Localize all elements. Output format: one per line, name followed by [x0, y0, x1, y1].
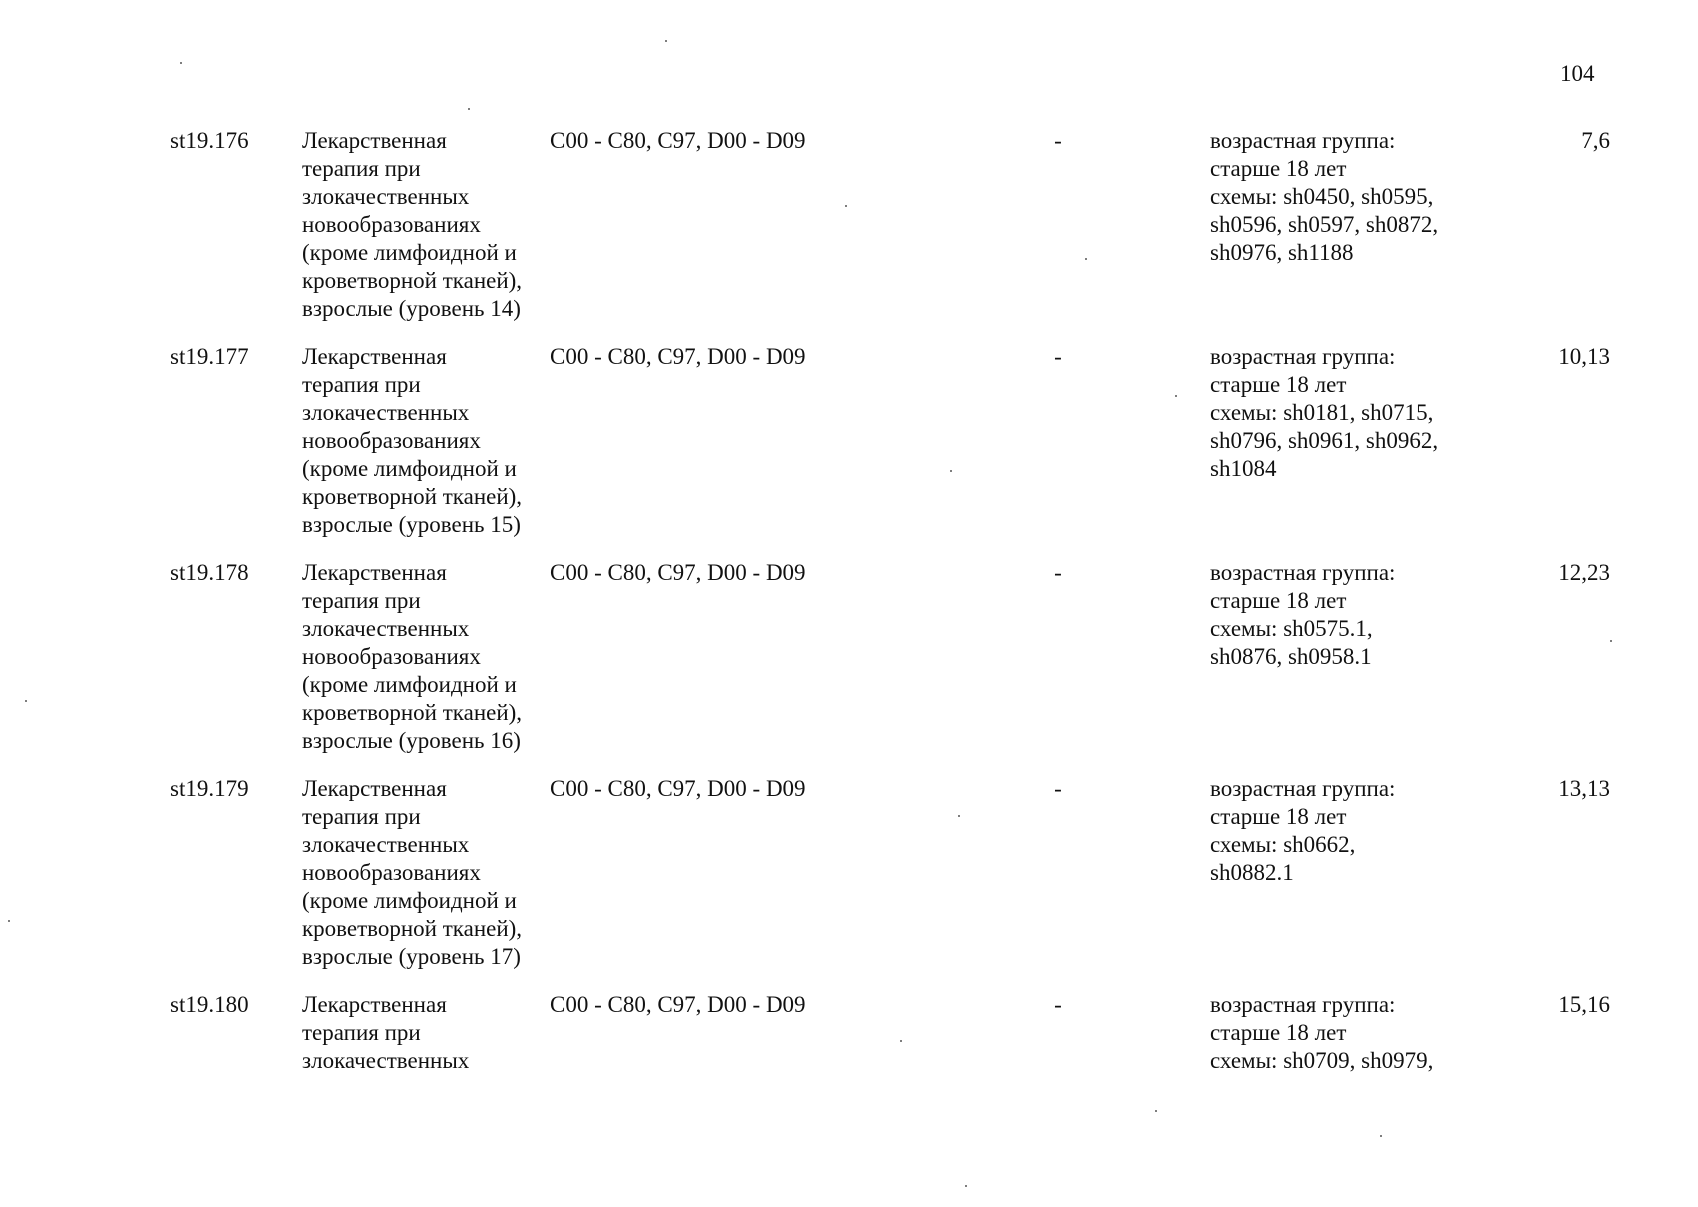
procedure-code: - [1054, 776, 1062, 801]
ksg-code: st19.177 [170, 344, 249, 369]
procedure-code: - [1054, 344, 1062, 369]
name-line: кроветворной тканей), [302, 484, 523, 509]
criteria-line: старше 18 лет [1210, 588, 1347, 613]
name-line: новообразованиях [302, 212, 481, 237]
criteria-line: возрастная группа: [1210, 128, 1396, 153]
name-line: злокачественных [302, 616, 470, 641]
procedure-code: - [1054, 560, 1062, 585]
table-row [170, 127, 1610, 343]
name-line: Лекарственная [302, 776, 447, 801]
name-line: взрослые (уровень 16) [302, 728, 521, 753]
coefficient: 15,16 [1558, 992, 1610, 1017]
name-line: терапия при [302, 156, 421, 181]
name-line: Лекарственная [302, 128, 447, 153]
name-line: злокачественных [302, 832, 470, 857]
criteria-line: схемы: sh0181, sh0715, [1210, 400, 1434, 425]
coefficient: 12,23 [1558, 560, 1610, 585]
name-line: (кроме лимфоидной и [302, 240, 517, 265]
procedure-code: - [1054, 128, 1062, 153]
name-line: терапия при [302, 588, 421, 613]
scan-speck [1155, 1110, 1157, 1112]
scan-speck [900, 1040, 902, 1042]
criteria-line: sh0882.1 [1210, 860, 1294, 885]
scan-speck [965, 1185, 967, 1187]
criteria-line: старше 18 лет [1210, 156, 1347, 181]
name-line: Лекарственная [302, 560, 447, 585]
criteria-line: старше 18 лет [1210, 372, 1347, 397]
scan-speck [845, 205, 847, 207]
criteria-line: схемы: sh0709, sh0979, [1210, 1048, 1434, 1073]
scan-speck [1175, 395, 1177, 397]
tariff-table [170, 127, 1610, 1207]
icd-codes: C00 - C80, C97, D00 - D09 [550, 776, 806, 801]
criteria-line: sh0596, sh0597, sh0872, [1210, 212, 1439, 237]
name-line: кроветворной тканей), [302, 700, 523, 725]
criteria-line: возрастная группа: [1210, 344, 1396, 369]
name-line: (кроме лимфоидной и [302, 456, 517, 481]
criteria-line: возрастная группа: [1210, 992, 1396, 1017]
procedure-code: - [1054, 992, 1062, 1017]
table-row [170, 991, 1610, 1207]
criteria-line: старше 18 лет [1210, 1020, 1347, 1045]
name-line: Лекарственная [302, 344, 447, 369]
scan-speck [8, 920, 10, 922]
scan-speck [950, 470, 952, 472]
criteria [1210, 343, 1500, 483]
ksg-name [302, 559, 542, 755]
scan-speck [1380, 1135, 1382, 1137]
page-number: 104 [1560, 61, 1595, 86]
name-line: (кроме лимфоидной и [302, 672, 517, 697]
ksg-name [302, 991, 542, 1075]
name-line: новообразованиях [302, 860, 481, 885]
icd-codes: C00 - C80, C97, D00 - D09 [550, 560, 806, 585]
criteria-line: возрастная группа: [1210, 560, 1396, 585]
icd-codes: C00 - C80, C97, D00 - D09 [550, 128, 806, 153]
scan-speck [25, 700, 27, 702]
criteria-line: sh1084 [1210, 456, 1277, 481]
criteria [1210, 127, 1500, 267]
criteria-line: sh0976, sh1188 [1210, 240, 1354, 265]
name-line: кроветворной тканей), [302, 268, 523, 293]
name-line: (кроме лимфоидной и [302, 888, 517, 913]
criteria-line: sh0796, sh0961, sh0962, [1210, 428, 1439, 453]
ksg-name [302, 127, 542, 323]
name-line: Лекарственная [302, 992, 447, 1017]
criteria-line: схемы: sh0450, sh0595, [1210, 184, 1434, 209]
scan-speck [180, 62, 182, 64]
name-line: злокачественных [302, 400, 470, 425]
table-row [170, 775, 1610, 991]
name-line: терапия при [302, 372, 421, 397]
icd-codes: C00 - C80, C97, D00 - D09 [550, 344, 806, 369]
criteria-line: схемы: sh0662, [1210, 832, 1356, 857]
ksg-name [302, 343, 542, 539]
name-line: новообразованиях [302, 428, 481, 453]
ksg-code: st19.178 [170, 560, 249, 585]
name-line: взрослые (уровень 14) [302, 296, 521, 321]
criteria [1210, 991, 1500, 1075]
name-line: взрослые (уровень 17) [302, 944, 521, 969]
ksg-code: st19.179 [170, 776, 249, 801]
ksg-name [302, 775, 542, 971]
criteria [1210, 559, 1500, 671]
coefficient: 10,13 [1558, 344, 1610, 369]
table-row [170, 559, 1610, 775]
scan-speck [665, 40, 667, 42]
coefficient: 7,6 [1581, 128, 1610, 153]
coefficient: 13,13 [1558, 776, 1610, 801]
scan-speck [468, 108, 470, 110]
name-line: злокачественных [302, 184, 470, 209]
criteria [1210, 775, 1500, 887]
criteria-line: схемы: sh0575.1, [1210, 616, 1373, 641]
table-row [170, 343, 1610, 559]
ksg-code: st19.176 [170, 128, 249, 153]
scan-speck [958, 815, 960, 817]
ksg-code: st19.180 [170, 992, 249, 1017]
criteria-line: возрастная группа: [1210, 776, 1396, 801]
criteria-line: sh0876, sh0958.1 [1210, 644, 1372, 669]
scan-speck [1610, 640, 1612, 642]
icd-codes: C00 - C80, C97, D00 - D09 [550, 992, 806, 1017]
name-line: кроветворной тканей), [302, 916, 523, 941]
name-line: терапия при [302, 1020, 421, 1045]
name-line: терапия при [302, 804, 421, 829]
criteria-line: старше 18 лет [1210, 804, 1347, 829]
scan-speck [1085, 258, 1087, 260]
name-line: злокачественных [302, 1048, 470, 1073]
name-line: взрослые (уровень 15) [302, 512, 521, 537]
name-line: новообразованиях [302, 644, 481, 669]
